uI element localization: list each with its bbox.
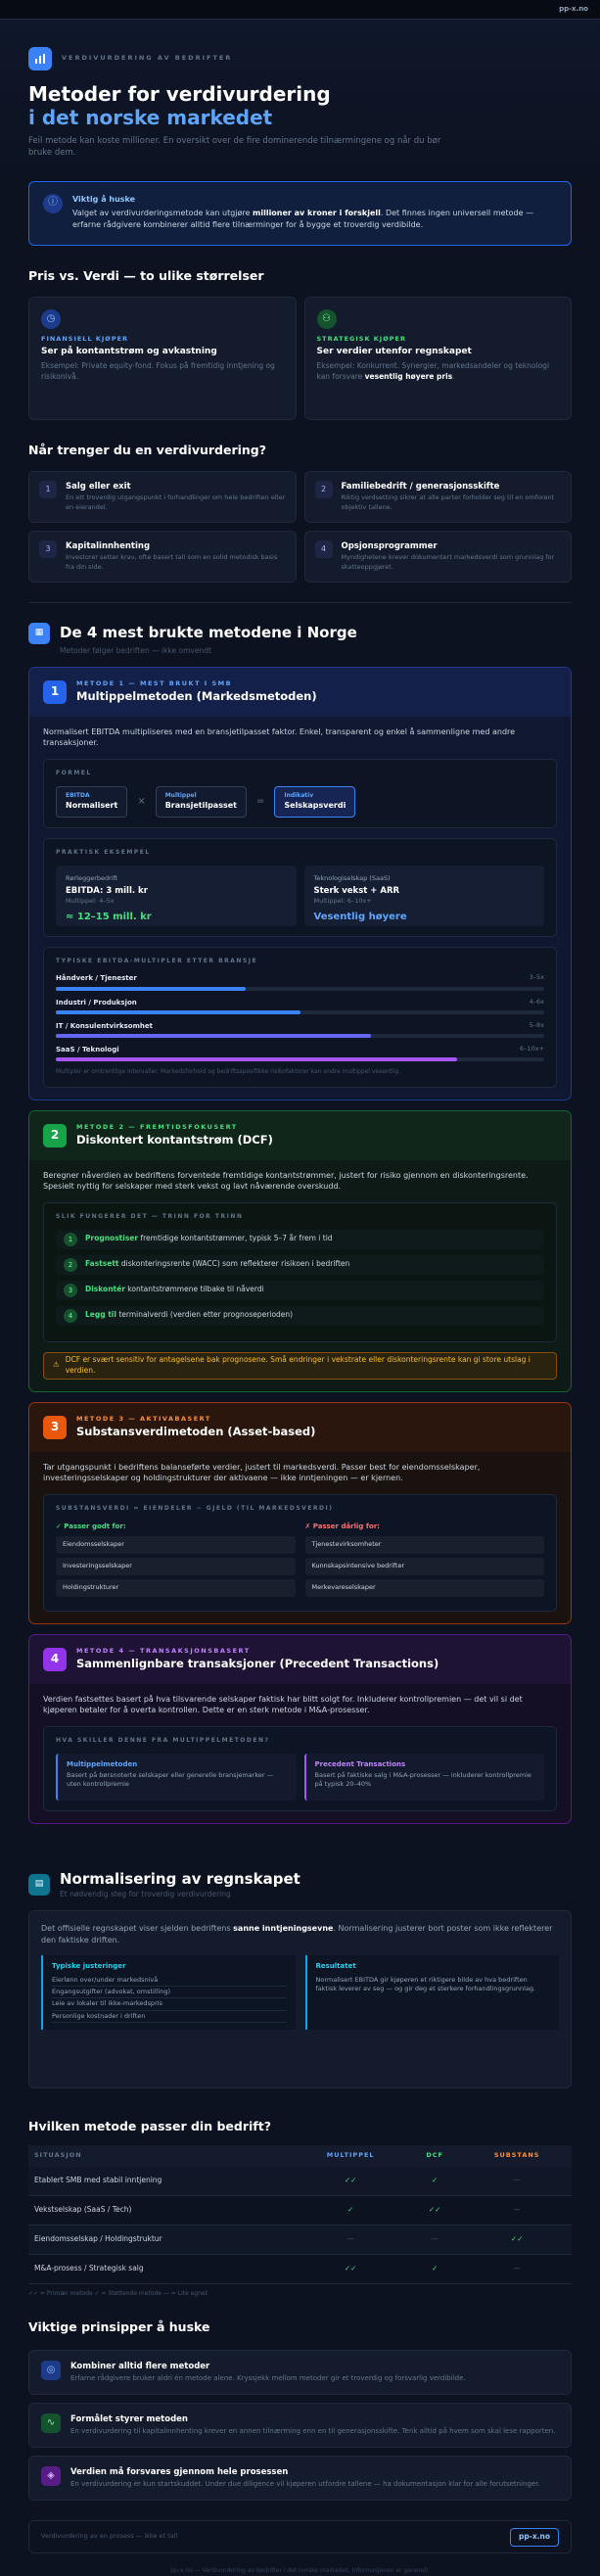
users-icon: ⚇ [317, 309, 337, 329]
example-saas: Teknologiselskap (SaaS) Sterk vekst + ARR Multippel: 6–10x+ Vesentlig høyere [304, 866, 545, 926]
suitability-box: SUBSTANSVERDI = EIENDELER − GJELD (TIL MARKEDSVERDI) ✓ Passer godt for: Eiendomsselskaper Investeringsselskaper Holdingstrukturer ✗ Passer dårlig for: Tjenestevirksomheter Kunnskapsintensive bedrifter Merkevareselskaper [43, 1494, 557, 1612]
comparison-box: HVA SKILLER DENNE FRA MULTIPPELMETODEN? Multippelmetoden Basert på børsnoterte selskaper eller generelle bransjemarker — uten kontrollpremie Precedent Transactions Basert på faktiske salg i M&A-prosesser — inkluderer kontrollpremie på typisk 20–40% [43, 1726, 557, 1811]
formula-multiple: Multippel Bransjetilpasset [156, 786, 247, 818]
normalization-box: Det offisielle regnskapet viser sjelden bedriftens sanne inntjeningsevne. Normalisering justerer bort poster som ikke reflekterer den faktiske driften. Typiske justeringer Eierlønn over/under markedsnivå Engangsutgifter (advokat, omstilling) Leie av lokaler til ikke-markedspris Personlige kostnader i driften Resultatet Normalisert EBITDA gir kjøperen et riktigere bilde av hva bedriften faktisk leverer av seg — og gir deg et sterkere forhandlingsgrunnlag. [28, 1910, 572, 2088]
shield-icon: ◈ [41, 2466, 61, 2486]
principles-title: Viktige prinsipper å huske [28, 2319, 210, 2335]
norm-title: Normalisering av regnskapet [60, 1869, 300, 1888]
dcf-step: 1 Prognostiser fremtidige kontantstrømmer, typisk 5–7 år frem i tid [56, 1230, 544, 1249]
layers-icon: ◎ [41, 2361, 61, 2380]
card-title: Ser på kontantstrøm og avkastning [41, 347, 217, 357]
table-title: Hvilken metode passer din bedrift? [28, 2119, 271, 2134]
formula-ebitda: EBITDA Normalisert [56, 786, 127, 818]
table-legend: ✓✓ = Primær metode ✓ = Støttende metode — = Lite egnet [28, 2290, 208, 2298]
methods-title: De 4 mest brukte metodene i Norge [60, 624, 357, 641]
hero-eyebrow: VERDIVURDERING AV BEDRIFTER [62, 54, 233, 63]
steps-box: SLIK FUNGERER DET — TRINN FOR TRINN 1 Prognostiser fremtidige kontantstrømmer, typisk 5–7 år frem i tid 2 Fastsett diskonteringsrente (WACC) som reflekterer risikoen i bedriften 3 Diskontér kontantstrømmene tilbake til nåverdi 4 Legg til terminalverdi (verdien etter prognoseperioden) [43, 1202, 557, 1342]
warning-icon: ⚠ [53, 1360, 60, 1370]
multiple-bar: Håndverk / Tjenester 3–5x [56, 973, 544, 990]
dcf-step: 3 Diskontér kontantstrømmene tilbake til nåverdi [56, 1281, 544, 1300]
example-box: PRAKTISK EKSEMPEL Rørleggerbedrift EBITDA: 3 mill. kr Multippel: 4–5x ≈ 12–15 mill. kr Teknologiselskap (SaaS) Sterk vekst + ARR Multippel: 6–10x+ Vesentlig høyere [43, 838, 557, 937]
multiple-bar: IT / Konsulentvirksomhet 5–8x [56, 1021, 544, 1038]
section-title-pvv: Pris vs. Verdi — to ulike størrelser [28, 267, 264, 283]
example-plumber: Rørleggerbedrift EBITDA: 3 mill. kr Multippel: 4–5x ≈ 12–15 mill. kr [56, 866, 297, 926]
financial-buyer-card [28, 297, 297, 420]
method-title: Sammenlignbare transaksjoner (Precedent Transactions) [76, 1657, 439, 1671]
callout-title: Viktig å huske [72, 194, 136, 204]
table-row: Eiendomsselskap / Holdingstruktur — — ✓✓ [28, 2225, 572, 2255]
brand-link[interactable]: pp-x.no [559, 5, 588, 14]
table-row: Etablert SMB med stabil inntjening ✓✓ ✓ — [28, 2167, 572, 2196]
method-title: Multippelmetoden (Markedsmetoden) [76, 689, 317, 704]
multiple-bar: Industri / Produksjon 4–6x [56, 998, 544, 1014]
document-icon: ▤ [28, 1874, 50, 1896]
divider [28, 602, 572, 603]
card-text: Eksempel: Konkurrent. Synergier, markedsandeler og teknologi kan forsvare vesentlig høyere pris. [316, 361, 550, 382]
dcf-step: 4 Legg til terminalverdi (verdien etter prognoseperioden) [56, 1306, 544, 1326]
clock-icon: ◷ [41, 309, 61, 329]
when-item: 3 Kapitalinnhenting Investorer setter krav, ofte basert tall som en solid metodisk basis fra din side. [28, 531, 297, 583]
dcf-step: 2 Fastsett diskonteringsrente (WACC) som reflekterer risikoen i bedriften [56, 1255, 544, 1275]
method-fit-table: SITUASJON MULTIPPEL DCF SUBSTANS Etablert SMB med stabil inntjening ✓✓ ✓ — Vekstselskap (SaaS / Tech) ✓ ✓✓ — Eiendomsselskap / Holdingstruktur — — ✓✓ M&A-prosess / Strategisk salg ✓✓ ✓ — [28, 2145, 572, 2284]
method-4-card: 4 METODE 4 — TRANSAKSJONSBASERT Sammenlignbare transaksjoner (Precedent Transactions) Verdien fastsettes basert på hva tilsvarende selskaper faktisk har blitt solgt for. Inkluderer kontrollpremien — det vil si det kjøperen betaler for å overta kontrollen. Dette er en sterk metode i M&A-prosesser. HVA SKILLER DENNE FRA MULTIPPELMETODEN? Multippelmetoden Basert på børsnoterte selskaper eller generelle bransjemarker — uten kontrollpremie Precedent Transactions Basert på faktiske salg i M&A-prosesser — inkluderer kontrollpremie på typisk 20–40% [28, 1634, 572, 1824]
formula-box: FORMEL EBITDA Normalisert × Multippel Bransjetilpasset = Indikativ Selskapsverdi [43, 759, 557, 828]
pulse-icon: ∿ [41, 2413, 61, 2433]
card-title: Ser verdier utenfor regnskapet [316, 347, 472, 357]
formula-result: Indikativ Selskapsverdi [274, 786, 355, 818]
footer-brand-button[interactable]: pp-x.no [510, 2528, 559, 2547]
when-item: 4 Opsjonsprogrammer Myndighetene krever dokumentert markedsverdi som grunnlag for skatteoppgjøret. [304, 531, 573, 583]
section-title-when: Når trenger du en verdivurdering? [28, 442, 267, 457]
page-title: Metoder for verdivurdering i det norske markedet [28, 82, 331, 129]
table-row: Vekstselskap (SaaS / Tech) ✓ ✓✓ — [28, 2196, 572, 2225]
important-callout [28, 181, 572, 246]
dcf-warning: ⚠ DCF er svært sensitiv for antagelsene bak prognosene. Små endringer i vekstrate eller diskonteringsrente kan gi store utslag i verdien. [43, 1352, 557, 1380]
principle-item: ∿ Formålet styrer metoden En verdivurdering til kapitalinnhenting krever en annen tilnærming enn en til generasjonsskifte. Tenk alltid på hvem som skal lese rapporten. [28, 2403, 572, 2448]
method-number: 1 [43, 680, 67, 704]
multiple-bar: SaaS / Teknologi 6–10x+ [56, 1045, 544, 1061]
multiples-chart: TYPISKE EBITDA-MULTIPLER ETTER BRANSJE Håndverk / Tjenester 3–5x Industri / Produksjon 4–6x IT / Konsulentvirksomhet 5–8x SaaS / Teknologi 6–10x+ Multipler er omtrentlige intervaller. Markedsforhold og bedriftsspesifikke risikofaktorer kan endre multippel vesentlig. [43, 947, 557, 1088]
methods-subtitle: Metoder følger bedriften — ikke omvendt [60, 645, 211, 655]
callout-text: Valget av verdivurderingsmetode kan utgjøre millioner av kroner i forskjell. Det finnes ingen universell metode — erfarne rådgivere kombinerer alltid flere tilnærminger for å bygge et troverdig verdibilde. [72, 209, 534, 229]
principle-item: ◈ Verdien må forsvares gjennom hele prosessen En verdivurdering er kun startskuddet. Under due diligence vil kjøperen utfordre tallene — ha dokumentasjon klar for alle forutsetninger. [28, 2456, 572, 2501]
top-bar [0, 0, 600, 20]
info-icon: ⓘ [43, 194, 63, 213]
when-item: 1 Salg eller exit En ett troverdig utgangspunkt i forhandlinger om hele bedriften eller en eierandel. [28, 471, 297, 523]
chart-icon [28, 47, 52, 70]
method-title: Diskontert kontantstrøm (DCF) [76, 1133, 273, 1147]
when-item: 2 Familiebedrift / generasjonsskifte Riktig verdsetting sikrer at alle parter forholder seg til en omforent objektiv tallene. [304, 471, 573, 523]
method-3-card: 3 METODE 3 — AKTIVABASERT Substansverdimetoden (Asset-based) Tar utgangspunkt i bedriftens balanseførte verdier, justert til markedsverdi. Passer best for eiendomsselskaper, investeringsselskaper og holdingstrukturer der aktivaene — ikke inntjeningen — er kjernen. SUBSTANSVERDI = EIENDELER − GJELD (TIL MARKEDSVERDI) ✓ Passer godt for: Eiendomsselskaper Investeringsselskaper Holdingstrukturer ✗ Passer dårlig for: Tjenestevirksomheter Kunnskapsintensive bedrifter Merkevareselskaper [28, 1402, 572, 1624]
table-row: M&A-prosess / Strategisk salg ✓✓ ✓ — [28, 2255, 572, 2284]
card-label: FINANSIELL KJØPER [41, 334, 129, 343]
principle-item: ◎ Kombiner alltid flere metoder Erfarne rådgivere bruker aldri én metode alene. Kryssjekk mellom metoder gir et troverdig og forsvarlig verdibilde. [28, 2350, 572, 2395]
footer: Verdivurdering av en prosess — ikke et tall pp-x.no [28, 2520, 572, 2553]
hero [0, 20, 600, 181]
card-label: STRATEGISK KJØPER [316, 334, 406, 343]
grid-icon: ▦ [28, 623, 50, 644]
strategic-buyer-card [304, 297, 573, 420]
card-text: Eksempel: Private equity-fond. Fokus på fremtidig inntjening og risikonivå. [41, 361, 275, 382]
method-1-card: 1 METODE 1 — MEST BRUKT I SMB Multippelmetoden (Markedsmetoden) Normalisert EBITDA multipliseres med en bransjetilpasset faktor. Enkel, transparent og enkel å sammenligne med andre transaksjoner. FORMEL EBITDA Normalisert × Multippel Bransjetilpasset = Indikativ Selskapsverdi PRAKTISK EKSEMPEL Rørleggerbedrift EBITDA: 3 mill. kr Multippel: 4–5x ≈ 12–15 mill. kr Teknologiselskap (SaaS) Sterk vekst + ARR Multippel: 6–10x+ Vesentlig høyere TYPISKE EBITDA-MULTIPLER ETTER BRANSJE Håndverk / Tjenester 3–5x Industri / Produksjon 4–6x IT / Konsulentvirksomhet 5–8x SaaS / Teknologi 6–10x+ Multipler er omtrentlige intervaller. Markedsforhold og bedriftsspesifikke risikofaktorer kan endre multippel vesentlig. [28, 667, 572, 1101]
hero-subtitle: Feil metode kan koste millioner. En oversikt over de fire dominerende tilnærmingene og når du bør bruke dem. [28, 136, 441, 159]
method-2-card: 2 METODE 2 — FREMTIDSFOKUSERT Diskontert kontantstrøm (DCF) Beregner nåverdien av bedriftens forventede fremtidige kontantstrømmer, justert for risiko gjennom en diskonteringsrente. Spesielt nyttig for selskaper med sterk vekst og lavt nåværende overskudd. SLIK FUNGERER DET — TRINN FOR TRINN 1 Prognostiser fremtidige kontantstrømmer, typisk 5–7 år frem i tid 2 Fastsett diskonteringsrente (WACC) som reflekterer risikoen i bedriften 3 Diskontér kontantstrømmene tilbake til nåverdi 4 Legg til terminalverdi (verdien etter prognoseperioden) ⚠ DCF er svært sensitiv for antagelsene bak prognosene. Små endringer i vekstrate eller diskonteringsrente kan gi store utslag i verdien. [28, 1110, 572, 1392]
method-title: Substansverdimetoden (Asset-based) [76, 1425, 316, 1439]
copyright: pp-x.no — Verdivurdering av bedrifter i det norske markedet. Informasjonen er generell. [170, 2567, 430, 2575]
